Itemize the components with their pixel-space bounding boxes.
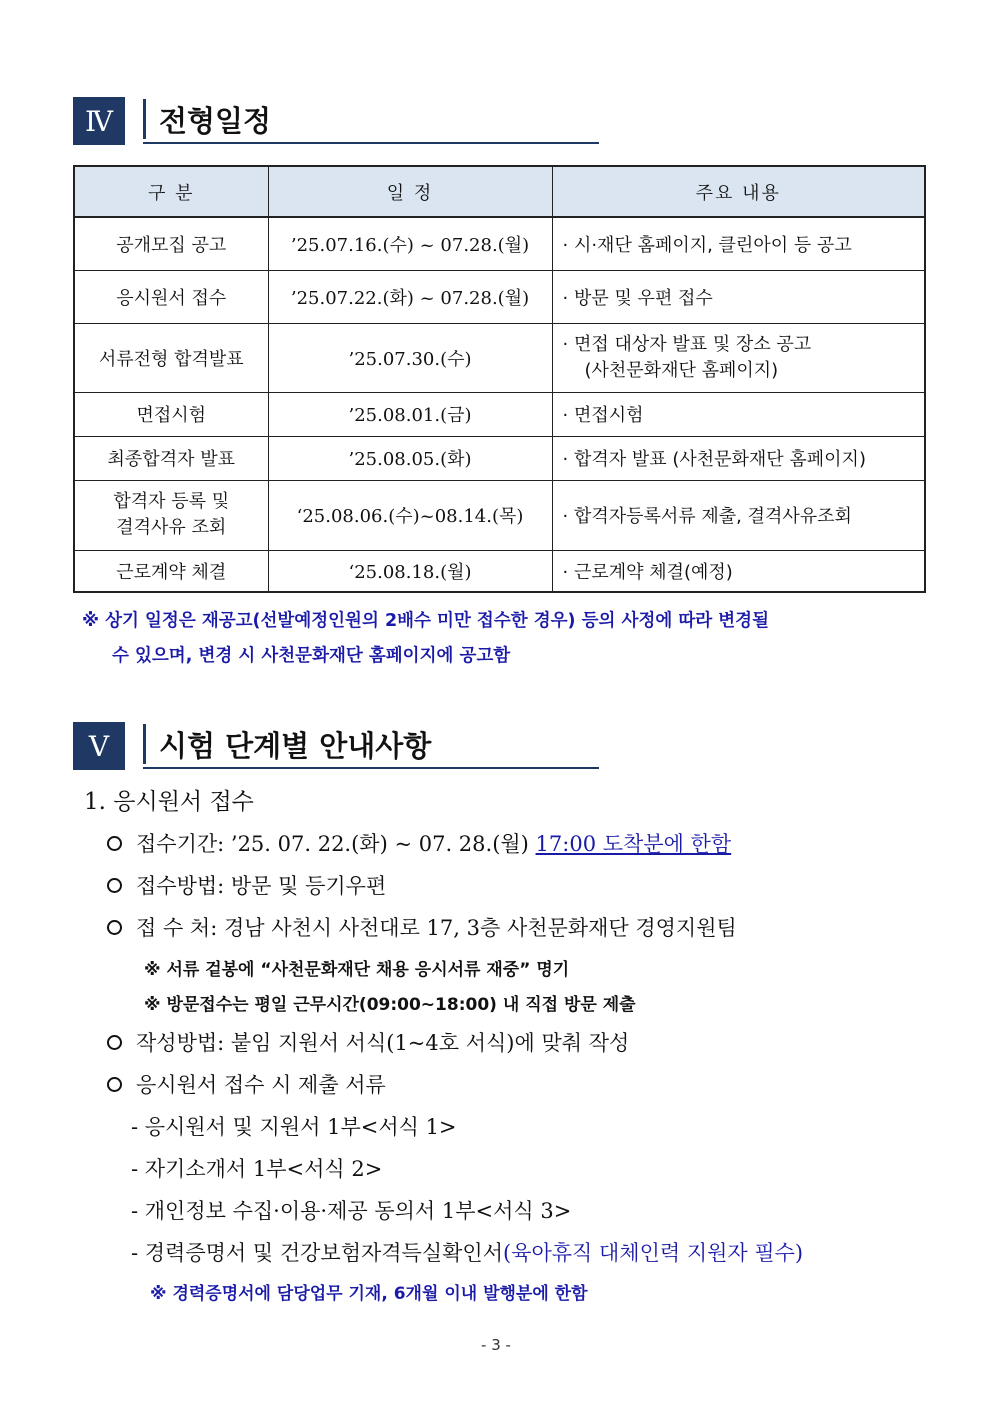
section-5-underline bbox=[143, 767, 599, 769]
period-label: 접수기간: ’25. 07. 22.(화) ~ 07. 28.(월) bbox=[136, 832, 536, 856]
content-cell: · 방문 및 우편 접수 bbox=[552, 270, 925, 323]
table-row bbox=[74, 550, 925, 592]
item-method bbox=[107, 870, 386, 900]
stage-cell: 면접시험 bbox=[74, 392, 268, 436]
section-4-divider bbox=[143, 99, 146, 139]
doc-item-4 bbox=[131, 1237, 803, 1267]
section-4-badge: Ⅳ bbox=[73, 97, 125, 145]
table-row bbox=[74, 270, 925, 323]
date-cell: ’25.07.22.(화) ~ 07.28.(월) bbox=[268, 270, 552, 323]
place-text: 접 수 처: 경남 사천시 사천대로 17, 3층 사천문화재단 경영지원팀 bbox=[136, 916, 737, 940]
note-career: ※ 경력증명서에 담당업무 기재, 6개월 이내 발행분에 한함 bbox=[150, 1284, 588, 1304]
stage-line-2: 결격사유 조회 bbox=[116, 517, 227, 538]
circle-bullet-icon bbox=[107, 878, 122, 893]
period-highlight: 17:00 도착분에 한함 bbox=[535, 832, 732, 856]
table-header-row bbox=[74, 166, 925, 217]
date-cell: ’25.08.01.(금) bbox=[268, 392, 552, 436]
item-writing bbox=[107, 1027, 629, 1057]
doc-item-3: - 개인정보 수집·이용·제공 동의서 1부<서식 3> bbox=[131, 1199, 572, 1223]
stage-cell: 근로계약 체결 bbox=[74, 550, 268, 592]
item-docs bbox=[107, 1069, 386, 1099]
doc-item-2: - 자기소개서 1부<서식 2> bbox=[131, 1157, 383, 1181]
writing-text: 작성방법: 붙임 지원서 서식(1~4호 서식)에 맞춰 작성 bbox=[136, 1031, 630, 1055]
circle-bullet-icon bbox=[107, 836, 122, 851]
table-row bbox=[74, 480, 925, 550]
stage-cell: 서류전형 합격발표 bbox=[74, 323, 268, 392]
content-cell: · 합격자등록서류 제출, 결격사유조회 bbox=[552, 480, 925, 550]
content-cell: · 면접시험 bbox=[552, 392, 925, 436]
doc-item-1: - 응시원서 및 지원서 1부<서식 1> bbox=[131, 1115, 457, 1139]
header-date: 일 정 bbox=[268, 166, 552, 217]
item-place bbox=[107, 912, 737, 942]
date-cell: ‘25.08.18.(월) bbox=[268, 550, 552, 592]
content-cell: · 합격자 발표 (사천문화재단 홈페이지) bbox=[552, 436, 925, 480]
stage-cell: 공개모집 공고 bbox=[74, 217, 268, 270]
schedule-note-line-1: ※ 상기 일정은 재공고(선발예정인원의 2배수 미만 접수한 경우) 등의 사정에 따라 변경될 bbox=[82, 611, 769, 631]
content-cell: · 근로계약 체결(예정) bbox=[552, 550, 925, 592]
table-row bbox=[74, 392, 925, 436]
schedule-note-line-2: 수 있으며, 변경 시 사천문화재단 홈페이지에 공고함 bbox=[112, 646, 511, 666]
method-text: 접수방법: 방문 및 등기우편 bbox=[136, 874, 387, 898]
docs-title: 응시원서 접수 시 제출 서류 bbox=[136, 1073, 386, 1097]
content-line-2: (사천문화재단 홈페이지) bbox=[584, 359, 779, 381]
section-5-badge: Ⅴ bbox=[73, 722, 125, 770]
circle-bullet-icon bbox=[107, 920, 122, 935]
date-cell: ’25.07.16.(수) ~ 07.28.(월) bbox=[268, 217, 552, 270]
section-4-title: 전형일정 bbox=[159, 104, 272, 138]
circle-bullet-icon bbox=[107, 1077, 122, 1092]
content-cell: · 시·재단 홈페이지, 클린아이 등 공고 bbox=[552, 217, 925, 270]
schedule-note bbox=[82, 604, 927, 674]
section-5-title: 시험 단계별 안내사항 bbox=[159, 729, 432, 763]
header-content: 주요 내용 bbox=[552, 166, 925, 217]
content-cell bbox=[552, 323, 925, 392]
table-row bbox=[74, 323, 925, 392]
section-5-divider bbox=[143, 724, 146, 764]
date-cell: ’25.08.05.(화) bbox=[268, 436, 552, 480]
table-row bbox=[74, 217, 925, 270]
doc-item-4-highlight: (육아휴직 대체인력 지원자 필수) bbox=[502, 1241, 804, 1265]
section-4-underline bbox=[143, 142, 599, 144]
stage-cell: 응시원서 접수 bbox=[74, 270, 268, 323]
stage-line-1: 합격자 등록 및 bbox=[113, 491, 230, 512]
note-visit: ※ 방문접수는 평일 근무시간(09:00~18:00) 내 직접 방문 제출 bbox=[144, 995, 636, 1015]
date-cell: ’25.07.30.(수) bbox=[268, 323, 552, 392]
sub-heading-1: 1. 응시원서 접수 bbox=[84, 789, 254, 815]
page-number: - 3 - bbox=[481, 1336, 511, 1354]
note-envelope: ※ 서류 겉봉에 “사천문화재단 채용 응시서류 재중” 명기 bbox=[144, 960, 570, 980]
stage-cell: 최종합격자 발표 bbox=[74, 436, 268, 480]
item-period bbox=[107, 828, 731, 858]
doc-item-4-text: - 경력증명서 및 건강보험자격득실확인서 bbox=[131, 1241, 503, 1265]
header-stage: 구 분 bbox=[74, 166, 268, 217]
content-line-1: · 면접 대상자 발표 및 장소 공고 bbox=[562, 333, 812, 355]
schedule-table bbox=[73, 165, 926, 593]
date-cell: ‘25.08.06.(수)~08.14.(목) bbox=[268, 480, 552, 550]
stage-cell bbox=[74, 480, 268, 550]
table-row bbox=[74, 436, 925, 480]
circle-bullet-icon bbox=[107, 1035, 122, 1050]
